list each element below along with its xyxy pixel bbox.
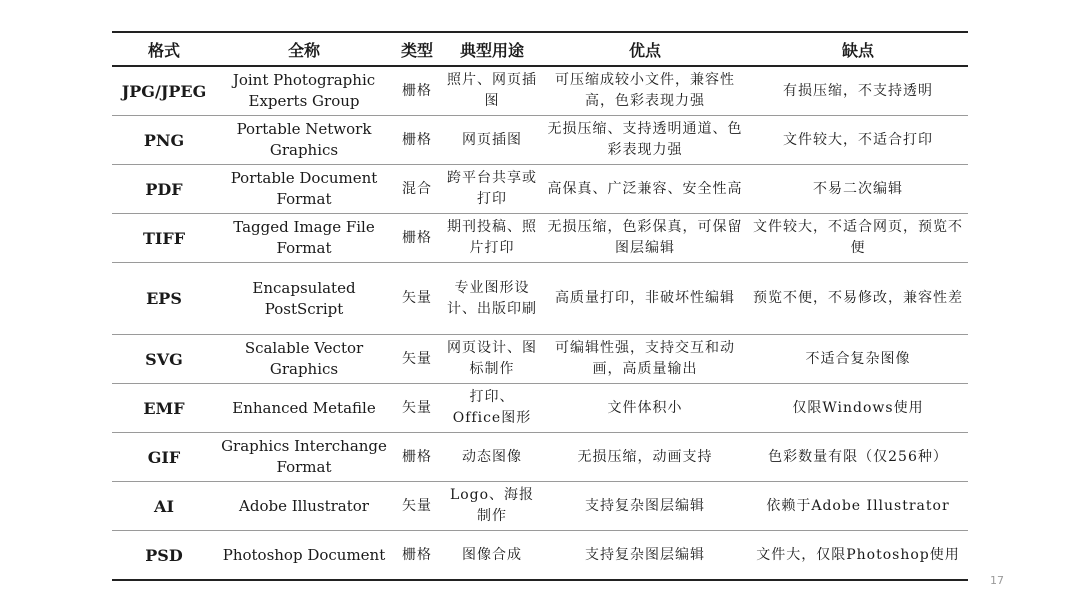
cell-full-name: Joint Photographic Experts Group <box>216 66 392 116</box>
table-row <box>112 66 968 116</box>
cell-full-name: Graphics Interchange Format <box>216 433 392 482</box>
cell-usage: 图像合成 <box>442 531 542 581</box>
cell-cons: 预览不便，不易修改，兼容性差 <box>748 263 968 335</box>
table-row <box>112 214 968 263</box>
cell-usage: 打印、Office图形 <box>442 384 542 433</box>
cell-pros: 可压缩成较小文件，兼容性高，色彩表现力强 <box>542 66 748 116</box>
table-row <box>112 531 968 581</box>
cell-type: 栅格 <box>392 116 442 165</box>
cell-type: 栅格 <box>392 66 442 116</box>
cell-format: GIF <box>112 433 216 482</box>
cell-type: 栅格 <box>392 531 442 581</box>
cell-format: JPG/JPEG <box>112 66 216 116</box>
table-row <box>112 335 968 384</box>
cell-usage: 网页插图 <box>442 116 542 165</box>
table-row <box>112 482 968 531</box>
cell-full-name: Tagged Image File Format <box>216 214 392 263</box>
header-pros: 优点 <box>542 32 748 66</box>
header-usage: 典型用途 <box>442 32 542 66</box>
cell-usage: Logo、海报制作 <box>442 482 542 531</box>
header-cons: 缺点 <box>748 32 968 66</box>
cell-usage: 照片、网页插图 <box>442 66 542 116</box>
cell-cons: 文件大，仅限Photoshop使用 <box>748 531 968 581</box>
header-type: 类型 <box>392 32 442 66</box>
table-row <box>112 116 968 165</box>
table-row <box>112 263 968 335</box>
cell-format: AI <box>112 482 216 531</box>
cell-cons: 文件较大，不适合网页，预览不便 <box>748 214 968 263</box>
cell-format: TIFF <box>112 214 216 263</box>
cell-cons: 不易二次编辑 <box>748 165 968 214</box>
cell-pros: 支持复杂图层编辑 <box>542 531 748 581</box>
cell-type: 矢量 <box>392 263 442 335</box>
cell-full-name: Scalable Vector Graphics <box>216 335 392 384</box>
cell-usage: 网页设计、图标制作 <box>442 335 542 384</box>
cell-type: 栅格 <box>392 433 442 482</box>
cell-usage: 专业图形设计、出版印刷 <box>442 263 542 335</box>
cell-type: 混合 <box>392 165 442 214</box>
cell-type: 矢量 <box>392 482 442 531</box>
table-row <box>112 433 968 482</box>
cell-full-name: Portable Network Graphics <box>216 116 392 165</box>
cell-format: EPS <box>112 263 216 335</box>
cell-pros: 可编辑性强，支持交互和动画，高质量输出 <box>542 335 748 384</box>
cell-full-name: Adobe Illustrator <box>216 482 392 531</box>
cell-usage: 动态图像 <box>442 433 542 482</box>
cell-type: 栅格 <box>392 214 442 263</box>
cell-full-name: Encapsulated PostScript <box>216 263 392 335</box>
cell-full-name: Portable Document Format <box>216 165 392 214</box>
cell-format: PSD <box>112 531 216 581</box>
cell-cons: 不适合复杂图像 <box>748 335 968 384</box>
cell-full-name: Enhanced Metafile <box>216 384 392 433</box>
cell-format: PNG <box>112 116 216 165</box>
cell-cons: 文件较大，不适合打印 <box>748 116 968 165</box>
cell-usage: 跨平台共享或打印 <box>442 165 542 214</box>
cell-format: SVG <box>112 335 216 384</box>
cell-type: 矢量 <box>392 384 442 433</box>
cell-pros: 无损压缩，色彩保真，可保留图层编辑 <box>542 214 748 263</box>
cell-pros: 无损压缩，动画支持 <box>542 433 748 482</box>
table-row <box>112 384 968 433</box>
table-header-row <box>112 32 968 66</box>
page-number: 17 <box>990 574 1004 587</box>
cell-format: PDF <box>112 165 216 214</box>
cell-pros: 支持复杂图层编辑 <box>542 482 748 531</box>
cell-usage: 期刊投稿、照片打印 <box>442 214 542 263</box>
cell-type: 矢量 <box>392 335 442 384</box>
cell-cons: 仅限Windows使用 <box>748 384 968 433</box>
cell-full-name: Photoshop Document <box>216 531 392 581</box>
table-row <box>112 165 968 214</box>
cell-pros: 文件体积小 <box>542 384 748 433</box>
header-format: 格式 <box>112 32 216 66</box>
cell-cons: 依赖于Adobe Illustrator <box>748 482 968 531</box>
cell-pros: 高质量打印，非破坏性编辑 <box>542 263 748 335</box>
header-full-name: 全称 <box>216 32 392 66</box>
cell-pros: 高保真、广泛兼容、安全性高 <box>542 165 748 214</box>
cell-cons: 色彩数量有限（仅256种） <box>748 433 968 482</box>
cell-cons: 有损压缩，不支持透明 <box>748 66 968 116</box>
cell-pros: 无损压缩、支持透明通道、色彩表现力强 <box>542 116 748 165</box>
format-comparison-table <box>112 31 968 581</box>
cell-format: EMF <box>112 384 216 433</box>
